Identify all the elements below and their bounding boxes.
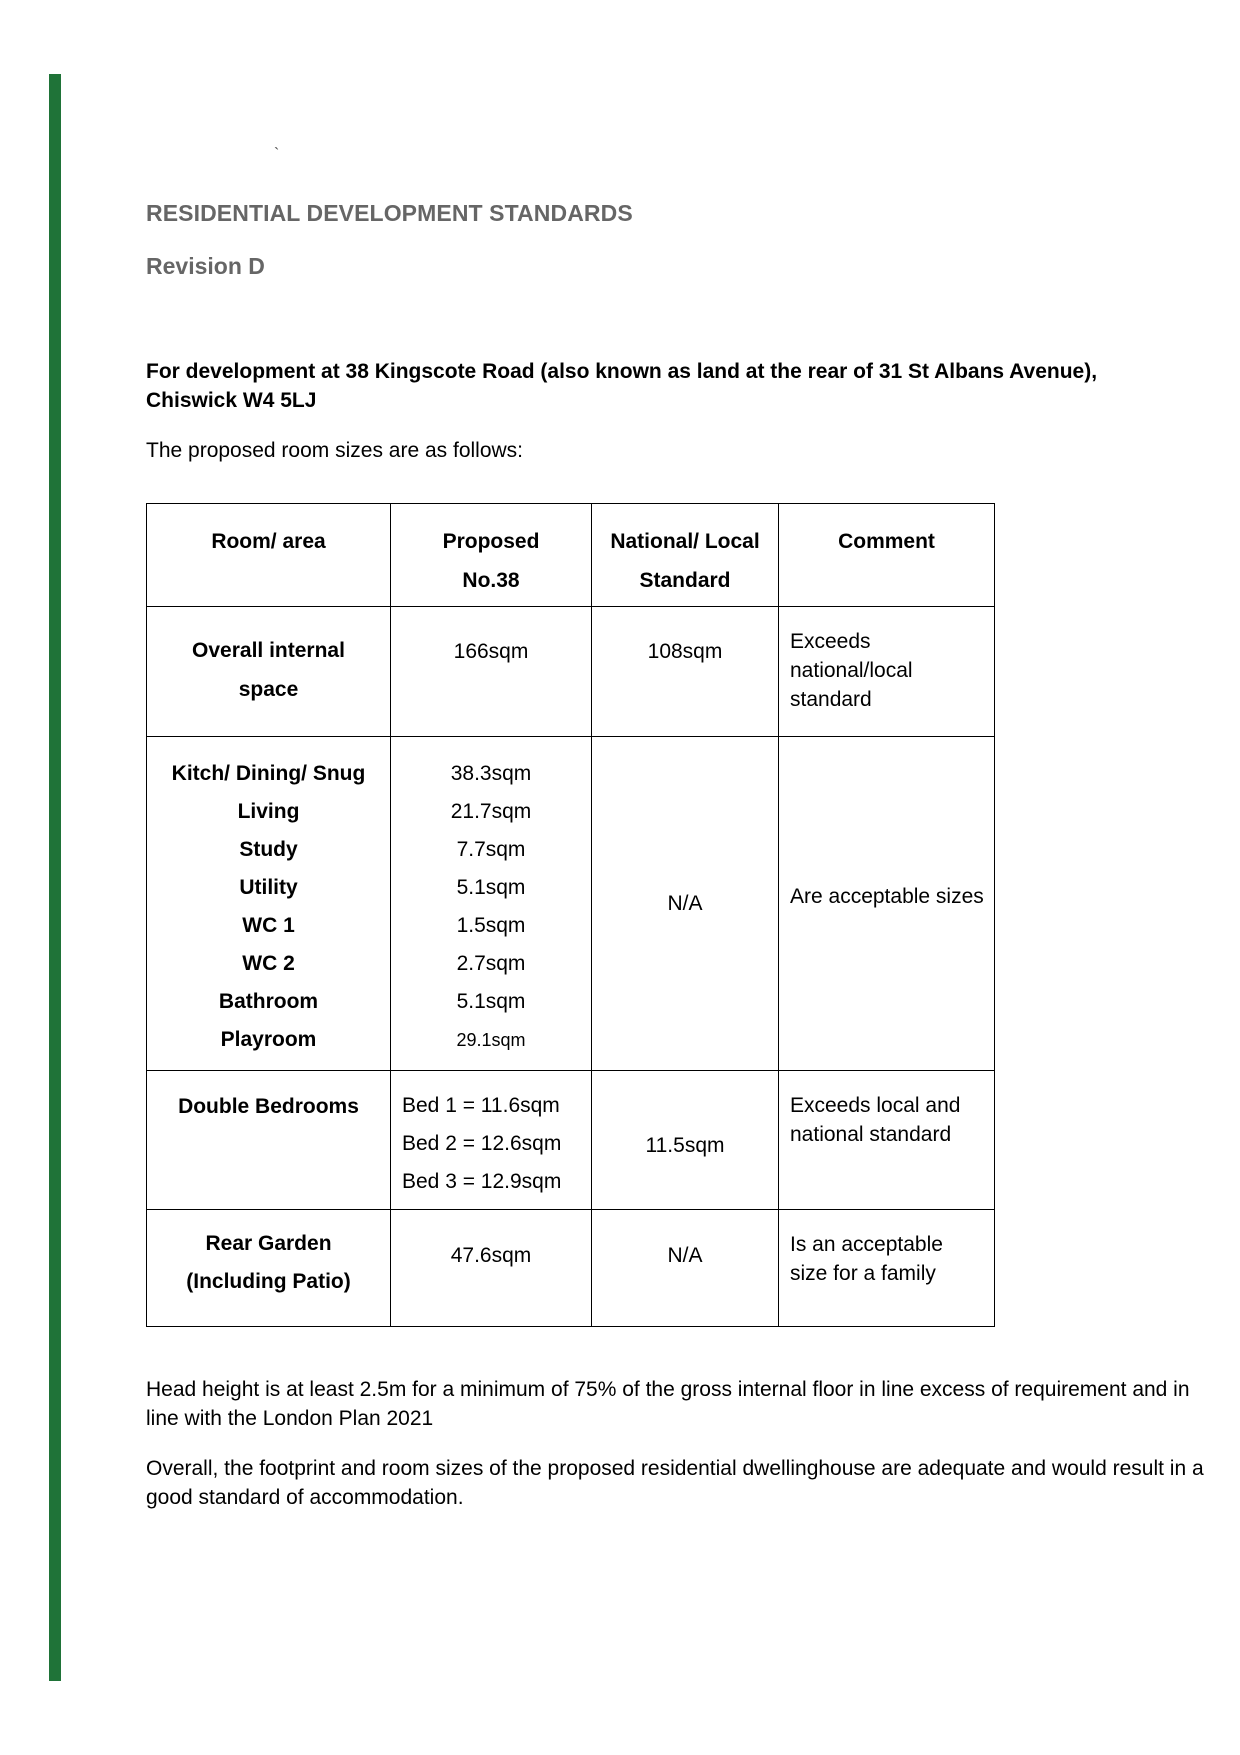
room-sizes-table xyxy=(146,503,995,1327)
table-row-rooms xyxy=(147,737,995,1071)
rooms-comment-cell: Are acceptable sizes xyxy=(779,737,995,1071)
garden-room-cell: Rear Garden (Including Patio) xyxy=(147,1210,391,1327)
room-name: Utility xyxy=(239,876,298,899)
table-row-bedrooms xyxy=(147,1071,995,1210)
rooms-name-cell xyxy=(147,737,391,1071)
room-name: Playroom xyxy=(220,1028,317,1051)
room-size: 5.1sqm xyxy=(456,876,526,899)
table-row-overall xyxy=(147,607,995,737)
room-name: Bathroom xyxy=(218,990,319,1013)
header-standard: National/ Local Standard xyxy=(592,504,779,607)
header-room: Room/ area xyxy=(147,504,391,607)
table-header-row xyxy=(147,504,995,607)
bed-size: Bed 1 = 11.6sqm xyxy=(402,1094,560,1117)
garden-proposed-cell: 47.6sqm xyxy=(391,1210,592,1327)
bed-size: Bed 3 = 12.9sqm xyxy=(402,1170,562,1193)
room-name: WC 1 xyxy=(242,914,295,937)
room-size: 7.7sqm xyxy=(456,838,526,861)
green-margin-bar xyxy=(49,74,61,1681)
overall-standard-cell: 108sqm xyxy=(592,607,779,737)
header-comment: Comment xyxy=(779,504,995,607)
bedrooms-size-cell xyxy=(391,1071,592,1210)
development-address: For development at 38 Kingscote Road (also known as land at the rear of 31 St Albans Avenue), Chiswick W4 5LJ xyxy=(146,360,1098,412)
room-size: 38.3sqm xyxy=(450,762,532,785)
header-proposed: Proposed No.38 xyxy=(391,504,592,607)
garden-comment-cell: Is an acceptable size for a family xyxy=(779,1210,995,1327)
room-name: Living xyxy=(237,800,300,823)
head-height-note: Head height is at least 2.5m for a minimum of 75% of the gross internal floor in line excess of requirement and in line with the London Plan 2021 xyxy=(146,1378,1190,1430)
room-name: Kitch/ Dining/ Snug xyxy=(171,762,366,785)
garden-standard-cell: N/A xyxy=(592,1210,779,1327)
overall-proposed-cell: 166sqm xyxy=(391,607,592,737)
bed-size: Bed 2 = 12.6sqm xyxy=(402,1132,562,1155)
room-size: 29.1sqm xyxy=(456,1030,526,1050)
rooms-size-cell xyxy=(391,737,592,1071)
room-size: 5.1sqm xyxy=(456,990,526,1013)
bedrooms-standard-cell: 11.5sqm xyxy=(592,1071,779,1210)
stray-mark: ` xyxy=(274,146,280,163)
bedrooms-comment-cell: Exceeds local and national standard xyxy=(779,1071,995,1210)
rooms-standard-cell: N/A xyxy=(592,737,779,1071)
overall-comment-cell: Exceeds national/local standard xyxy=(779,607,995,737)
room-size: 2.7sqm xyxy=(456,952,526,975)
room-name: Study xyxy=(239,838,298,861)
conclusion-note: Overall, the footprint and room sizes of the proposed residential dwellinghouse are adequate and would result in a good standard of accommodation. xyxy=(146,1457,1204,1509)
room-size: 21.7sqm xyxy=(450,800,532,823)
lead-sentence: The proposed room sizes are as follows: xyxy=(146,439,524,462)
revision-label: Revision D xyxy=(146,253,265,279)
bedrooms-room-cell: Double Bedrooms xyxy=(147,1071,391,1210)
room-name: WC 2 xyxy=(242,952,295,975)
room-size: 1.5sqm xyxy=(456,914,526,937)
table-row-garden xyxy=(147,1210,995,1327)
overall-room-cell: Overall internal space xyxy=(147,607,391,737)
document-title: RESIDENTIAL DEVELOPMENT STANDARDS xyxy=(146,200,633,226)
